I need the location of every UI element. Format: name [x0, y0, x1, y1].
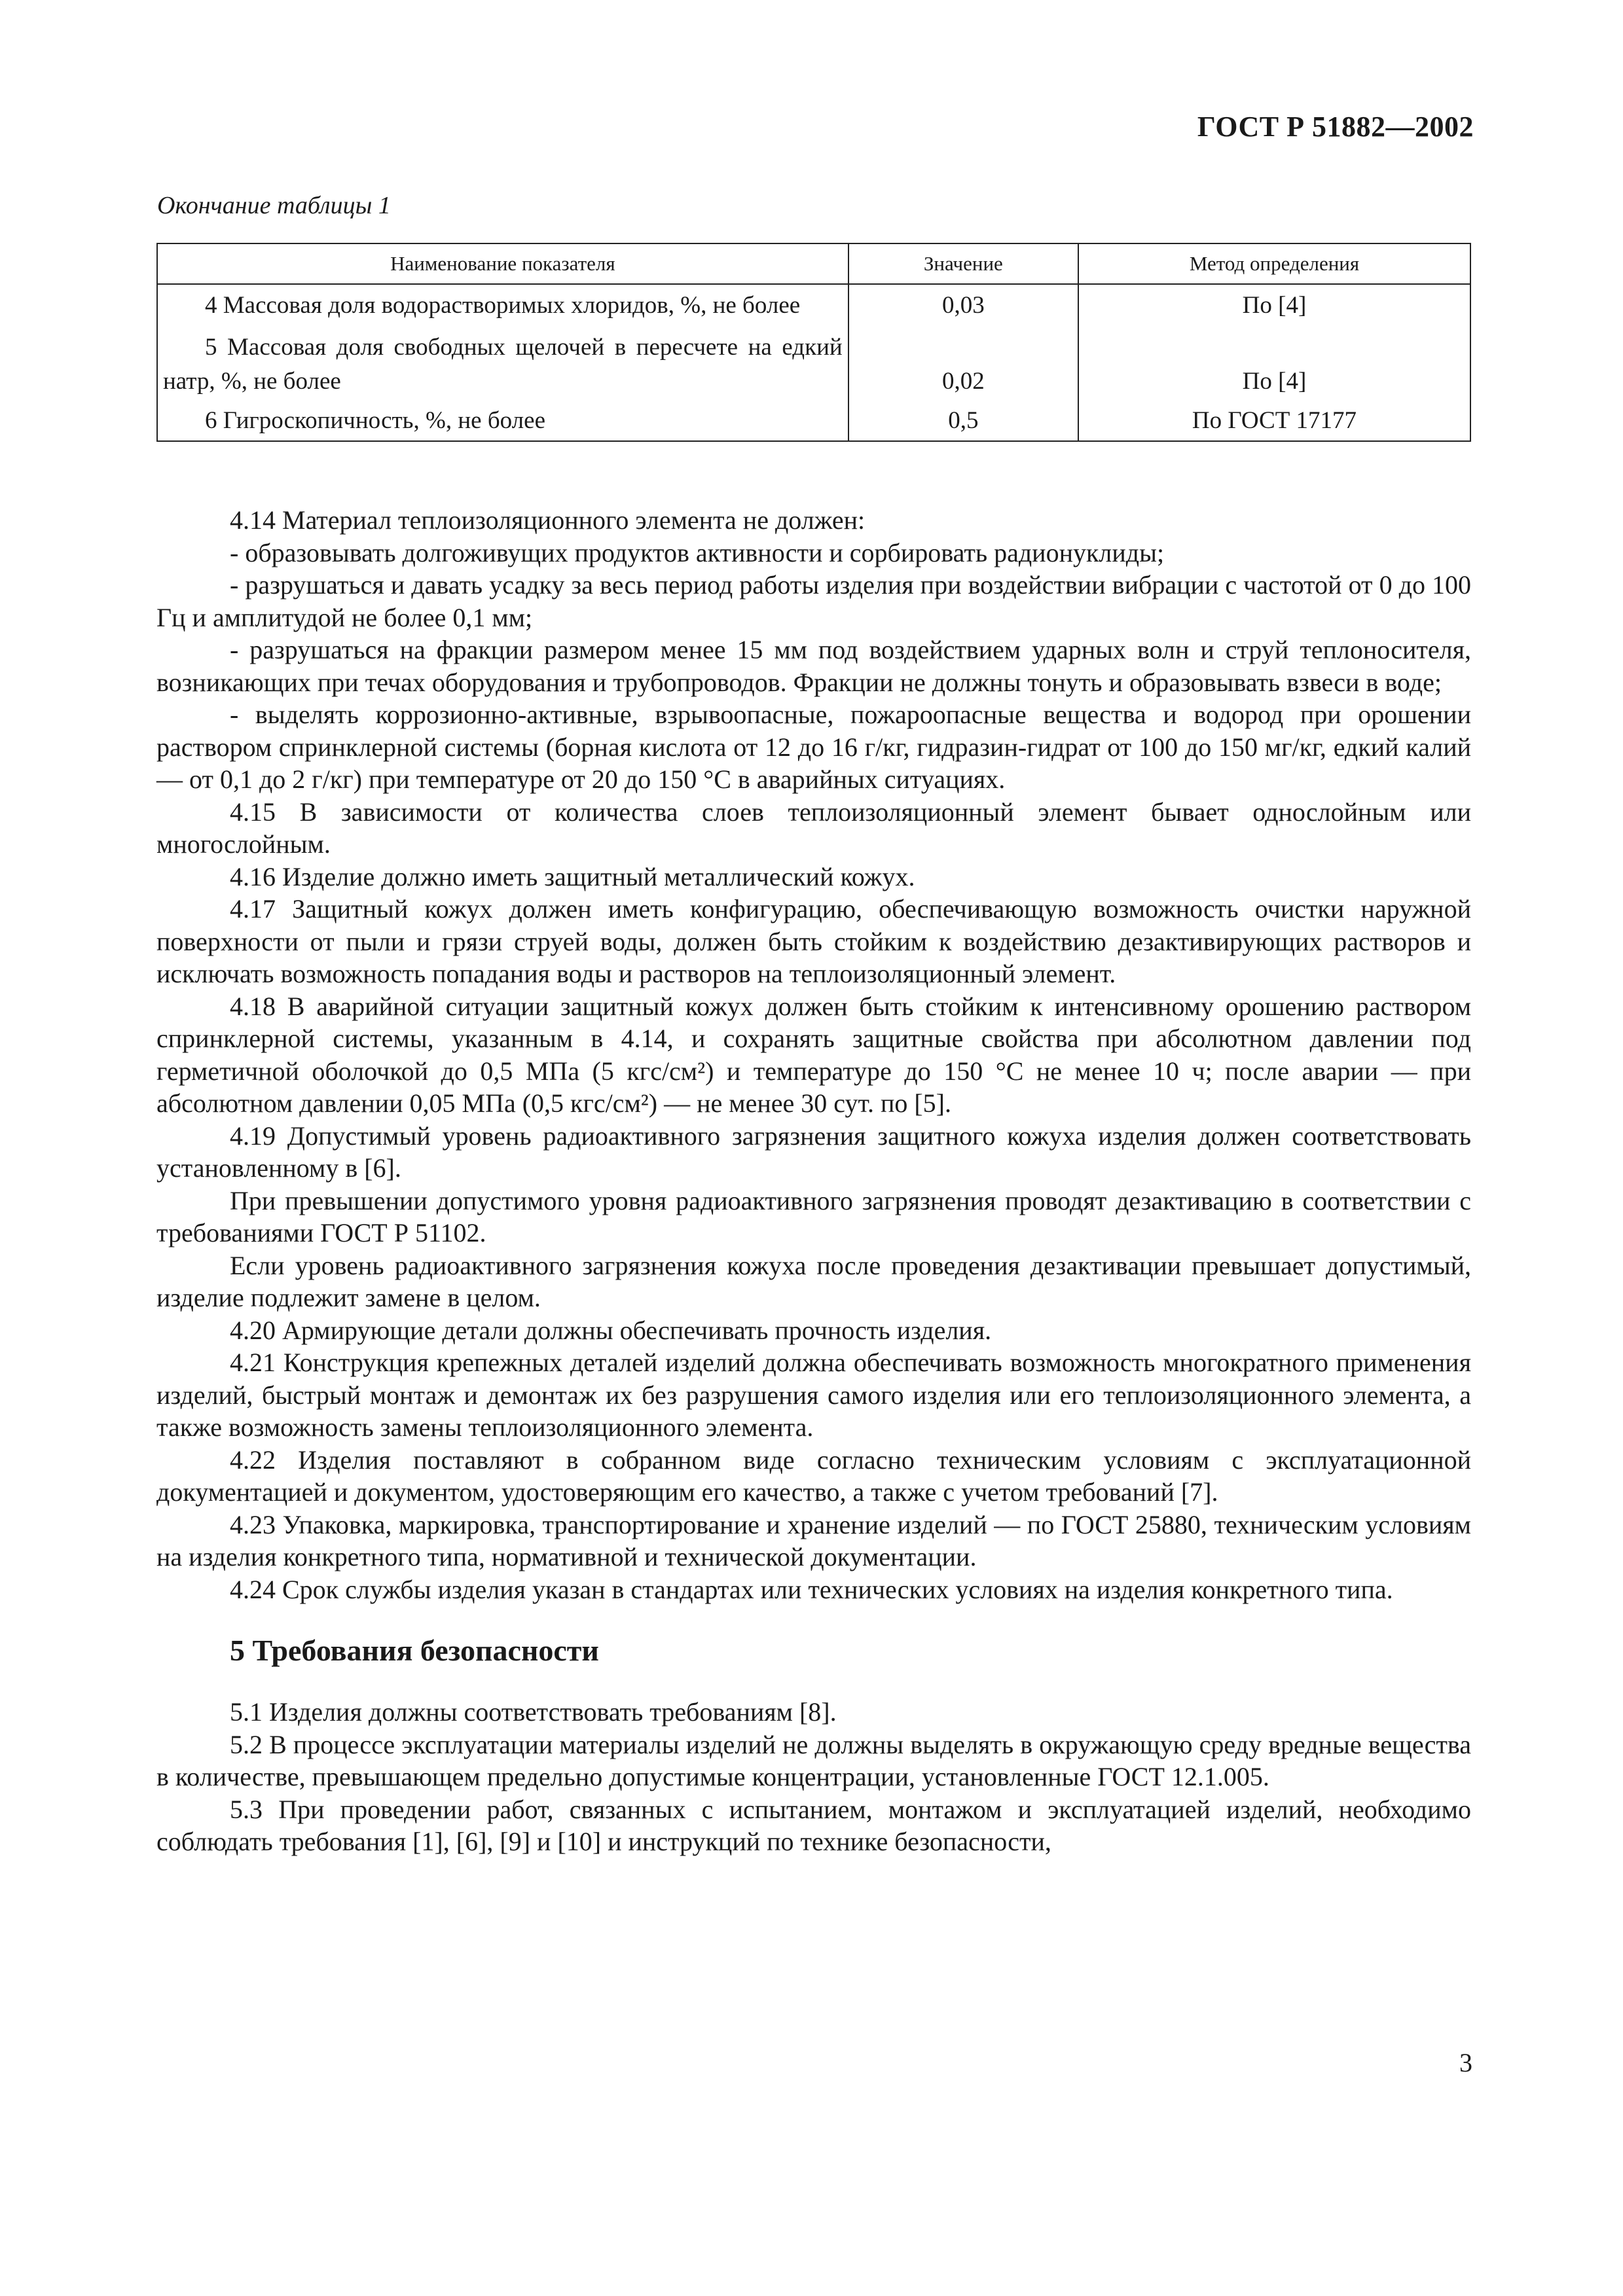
- paragraph: При превышении допустимого уровня радиоактивного загрязнения проводят дезактивацию в соответствии с требованиями ГОСТ Р 51102.: [156, 1185, 1471, 1247]
- row-method-cell: По [4]: [1078, 284, 1470, 323]
- paragraph: 4.21 Конструкция крепежных деталей изделий должна обеспечивать возможность многократного применения изделий, быстрый монтаж и демонтаж их без разрушения самого изделия или его теплоизоляционного элемента, а также возможность замены теплоизоляционного элемента.: [156, 1348, 1471, 1442]
- paragraph: 4.19 Допустимый уровень радиоактивного загрязнения защитного кожуха изделия должен соответствовать установленному в [6].: [156, 1121, 1471, 1183]
- column-header-value: Значение: [848, 243, 1078, 284]
- column-header-method: Метод определения: [1078, 243, 1470, 284]
- list-item: - разрушаться и давать усадку за весь период работы изделия при воздействии вибрации с частотой от 0 до 100 Гц и амплитудой не более 0,1 мм;: [156, 570, 1471, 632]
- paragraph: 4.14 Материал теплоизоляционного элемента не должен:: [230, 505, 866, 535]
- page-number: 3: [1459, 2048, 1472, 2077]
- paragraph: 4.15 В зависимости от количества слоев теплоизоляционный элемент бывает однослойным или многослойным.: [156, 797, 1471, 859]
- list-item: - разрушаться на фракции размером менее 15 мм под воздействием ударных волн и струй теплоносителя, возникающих при течах оборудования и трубопроводов. Фракции не должны тонуть и образовывать взвеси в воде;: [156, 635, 1471, 697]
- row-name-text: 5 Массовая доля свободных щелочей в пересчете на едкий натр, %, не более: [163, 334, 843, 395]
- table-row: [157, 399, 1470, 441]
- paragraph: 4.20 Армирующие детали должны обеспечивать прочность изделия.: [230, 1315, 992, 1345]
- row-name-cell: [157, 284, 848, 323]
- row-name-cell: [157, 323, 848, 399]
- table-header-row: [157, 243, 1470, 284]
- paragraph: 4.24 Срок службы изделия указан в стандартах или технических условиях на изделия конкретного типа.: [230, 1574, 1393, 1604]
- paragraph: 5.2 В процессе эксплуатации материалы изделий не должны выделять в окружающую среду вредные вещества в количестве, превышающем предельно допустимые концентрации, установленные ГОСТ 12.1.005.: [156, 1729, 1471, 1791]
- row-value-cell: 0,02: [848, 323, 1078, 399]
- row-name-cell: [157, 399, 848, 441]
- row-method-cell: По [4]: [1078, 323, 1470, 399]
- list-item: - выделять коррозионно-активные, взрывоопасные, пожароопасные вещества и водород при орошении раствором спринклерной системы (борная кислота от 12 до 16 г/кг, гидразин-гидрат от 100 до 150 мг/кг, едкий калий — от 0,1 до 2 г/кг) при температуре от 20 до 150 °С в аварийных ситуациях.: [156, 700, 1471, 794]
- table-caption: Окончание таблицы 1: [157, 192, 391, 219]
- paragraph: 4.23 Упаковка, маркировка, транспортирование и хранение изделий — по ГОСТ 25880, техническим условиям на изделия конкретного типа, нормативной и технической документации.: [156, 1509, 1471, 1571]
- paragraph: 4.16 Изделие должно иметь защитный металлический кожух.: [230, 861, 915, 891]
- column-header-name: Наименование показателя: [157, 243, 848, 284]
- row-name-text: 6 Гигроскопичность, %, не более: [205, 407, 545, 434]
- paragraph: 4.22 Изделия поставляют в собранном виде согласно техническим условиям с эксплуатационной документацией и документом, удостоверяющим его качество, а также с учетом требований [7].: [156, 1444, 1471, 1507]
- row-name-text: 4 Массовая доля водорастворимых хлоридов, %, не более: [205, 292, 801, 319]
- paragraph: 4.18 В аварийной ситуации защитный кожух должен быть стойким к интенсивному орошению раствором спринклерной системы, указанным в 4.14, и сохранять защитные свойства при абсолютном давлении под герметичной оболочкой до 0,5 МПа (5 кгс/см²) и температуре до 150 °С не менее 10 ч; после аварии — при абсолютном давлении 0,05 МПа (0,5 кгс/см²) — не менее 30 сут. по [5].: [156, 991, 1471, 1118]
- paragraph: Если уровень радиоактивного загрязнения кожуха после проведения дезактивации превышает допустимый, изделие подлежит замене в целом.: [156, 1250, 1471, 1312]
- list-item: - образовывать долгоживущих продуктов активности и сорбировать радионуклиды;: [230, 537, 1165, 567]
- paragraph: 4.17 Защитный кожух должен иметь конфигурацию, обеспечивающую возможность очистки наружной поверхности от пыли и грязи струей воды, должен быть стойким к воздействию дезактивирующих растворов и исключать возможность попадания воды и растворов на теплоизоляционный элемент.: [156, 894, 1471, 988]
- table-row: [157, 323, 1470, 399]
- document-body: [156, 504, 1471, 1858]
- paragraph: 5.1 Изделия должны соответствовать требованиям [8].: [230, 1697, 837, 1727]
- row-value-cell: 0,03: [848, 284, 1078, 323]
- document-code: ГОСТ Р 51882—2002: [1197, 111, 1474, 143]
- section-title: 5 Требования безопасности: [230, 1634, 599, 1667]
- row-method-cell: По ГОСТ 17177: [1078, 399, 1470, 441]
- table-row: [157, 284, 1470, 323]
- paragraph: 5.3 При проведении работ, связанных с испытанием, монтажом и эксплуатацией изделий, необходимо соблюдать требования [1], [6], [9] и [10] и инструкций по технике безопасности,: [156, 1794, 1471, 1856]
- indicators-table: [156, 243, 1471, 442]
- row-value-cell: 0,5: [848, 399, 1078, 441]
